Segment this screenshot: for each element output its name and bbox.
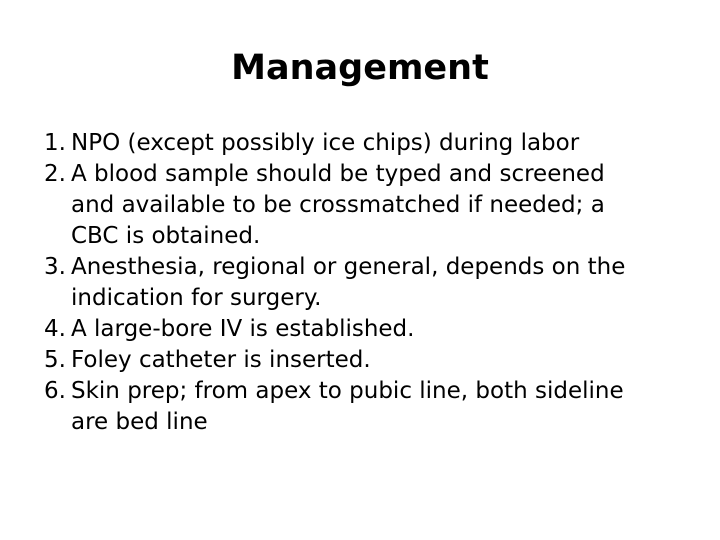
list-item	[44, 128, 684, 159]
item-line: Foley catheter is inserted.	[71, 347, 371, 373]
item-text	[71, 314, 684, 345]
item-line: NPO (except possibly ice chips) during labor	[71, 130, 580, 156]
item-line: are bed line	[71, 409, 208, 435]
item-line: Anesthesia, regional or general, depends on the	[71, 254, 626, 280]
item-number: 1.	[44, 130, 66, 156]
item-text	[71, 376, 684, 438]
item-number: 2.	[44, 161, 66, 187]
item-text	[71, 252, 684, 314]
item-text	[71, 128, 684, 159]
list-item	[44, 252, 684, 314]
item-number: 6.	[44, 378, 66, 404]
list-item	[44, 376, 684, 438]
item-number: 3.	[44, 254, 66, 280]
item-line: A blood sample should be typed and screened	[71, 161, 605, 187]
item-text	[71, 159, 684, 252]
item-number: 4.	[44, 316, 66, 342]
item-text	[71, 345, 684, 376]
list-item	[44, 345, 684, 376]
slide-title: Management	[231, 48, 489, 88]
management-list	[44, 128, 684, 438]
item-line: A large-bore IV is established.	[71, 316, 415, 342]
item-line: Skin prep; from apex to pubic line, both sideline	[71, 378, 624, 404]
item-number: 5.	[44, 347, 66, 373]
item-line: CBC is obtained.	[71, 223, 261, 249]
list-item	[44, 159, 684, 252]
item-line: and available to be crossmatched if needed; a	[71, 192, 605, 218]
list-item	[44, 314, 684, 345]
item-line: indication for surgery.	[71, 285, 322, 311]
